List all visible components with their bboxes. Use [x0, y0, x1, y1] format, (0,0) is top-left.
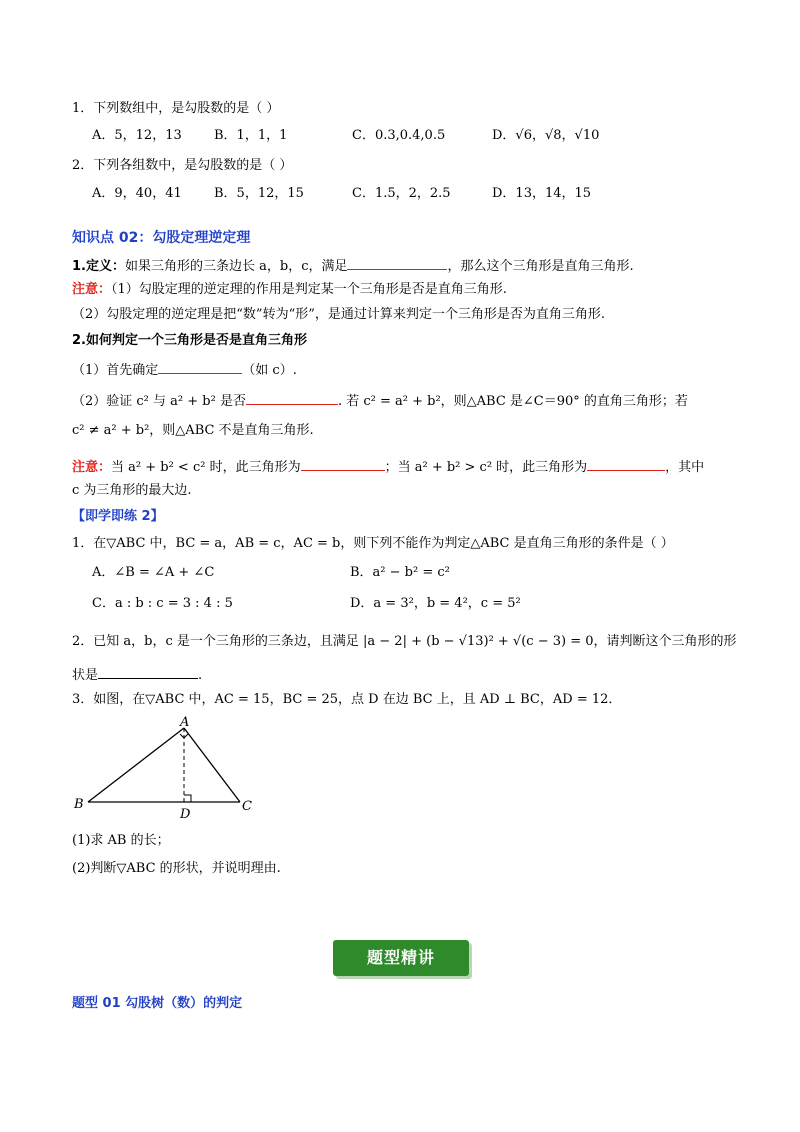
- how-step1: [72, 359, 297, 380]
- definition-text: 如果三角形的三条边长 a，b，c，满足: [124, 259, 348, 274]
- q2-option-c: C．1.5，2，2.5: [352, 186, 451, 201]
- p2-line1: 2．已知 a，b，c 是一个三角形的三条边，且满足 |a − 2| + (b − √13)² + √(c − 3) = 0，请判断这个三角形的形: [72, 634, 737, 649]
- side-ac: [184, 728, 240, 802]
- note2-line: [72, 456, 704, 477]
- definition-text-end: ，那么这个三角形是直角三角形.: [447, 259, 634, 274]
- note1-line: [72, 281, 507, 299]
- label-b: B: [74, 797, 84, 812]
- how-step2-line2: c² ≠ a² + b²，则△ABC 不是直角三角形.: [72, 423, 314, 438]
- triangle-figure: [68, 716, 268, 828]
- p2-blank: [98, 664, 198, 679]
- q1-option-a: A．5，12，13: [92, 128, 182, 143]
- p3-sub1: (1)求 AB 的长；: [72, 833, 170, 848]
- note2-label: 注意：: [72, 460, 112, 475]
- note1-line2: （2）勾股定理的逆定理是把“数”转为“形”，是通过计算来判定一个三角形是否为直角三角形.: [72, 307, 605, 322]
- q1-stem: 1．下列数组中，是勾股数的是（ ）: [72, 101, 280, 116]
- how-step1-text: （1）首先确定: [72, 363, 159, 378]
- triangle-svg: [68, 716, 268, 824]
- p3-stem: 3．如图，在▽ABC 中，AC = 15，BC = 25，点 D 在边 BC 上，且 AD ⊥ BC，AD = 12．: [72, 692, 622, 707]
- p2-line2-end: .: [198, 668, 203, 683]
- p1-stem: 1．在▽ABC 中，BC = a，AB = c，AC = b，则下列不能作为判定△ABC 是直角三角形的条件是（ ）: [72, 536, 674, 551]
- how-title: 2.如何判定一个三角形是否是直角三角形: [72, 333, 307, 348]
- definition-line: [72, 255, 634, 276]
- note2-blank2: [587, 456, 665, 471]
- p2-line2: [72, 664, 202, 685]
- p3-sub2: (2)判断▽ABC 的形状，并说明理由.: [72, 861, 281, 876]
- side-ab: [88, 728, 184, 802]
- right-angle-mark-d: [184, 795, 191, 802]
- note2-text3: ，其中: [665, 460, 705, 475]
- how-step2-text: （2）验证 c² 与 a² + b² 是否: [72, 394, 246, 409]
- section-title: 知识点 02：勾股定理逆定理: [72, 230, 251, 246]
- note2-line2: c 为三角形的最大边.: [72, 483, 192, 498]
- label-d: D: [180, 807, 191, 822]
- how-step2: [72, 390, 688, 411]
- note2-blank1: [301, 456, 385, 471]
- note2-text1: 当 a² + b² < c² 时，此三角形为: [111, 460, 301, 475]
- q2-stem: 2．下列各组数中，是勾股数的是（ ）: [72, 158, 293, 173]
- note2-text2: ；当 a² + b² > c² 时，此三角形为: [384, 460, 588, 475]
- note1-label: 注意：: [72, 282, 112, 297]
- q1-option-b: B．1，1，1: [214, 128, 288, 143]
- label-c: C: [242, 799, 252, 814]
- note1-text: （1）勾股定理的逆定理的作用是判定某一个三角形是否是直角三角形.: [111, 282, 507, 297]
- definition-label: 1.定义：: [72, 259, 125, 274]
- how-step1-blank: [158, 359, 242, 374]
- p1-option-a: A．∠B = ∠A + ∠C: [92, 565, 215, 580]
- type01-title: 题型 01 勾股树（数）的判定: [72, 996, 243, 1011]
- q1-option-d: D．√6，√8，√10: [492, 128, 600, 143]
- p1-option-c: C．a : b : c = 3 : 4 : 5: [92, 596, 233, 611]
- q2-option-b: B．5，12，15: [214, 186, 304, 201]
- q2-option-d: D．13，14，15: [492, 186, 592, 201]
- definition-blank: [347, 255, 447, 270]
- p1-option-b: B．a² − b² = c²: [350, 565, 450, 580]
- p1-option-d: D．a = 3²，b = 4²，c = 5²: [350, 596, 521, 611]
- q1-option-c: C．0.3,0.4,0.5: [352, 128, 446, 143]
- label-a: A: [180, 716, 190, 730]
- how-step2-blank: [246, 390, 338, 405]
- q2-option-a: A．9，40，41: [92, 186, 182, 201]
- practice-title: 【即学即练 2】: [72, 509, 164, 524]
- how-step1-end: （如 c）.: [242, 363, 297, 378]
- how-step2-rest: . 若 c² = a² + b²，则△ABC 是∠C＝90° 的直角三角形；若: [337, 394, 688, 409]
- p2-line2-text: 状是: [72, 668, 99, 683]
- section-badge: 题型精讲: [333, 940, 469, 976]
